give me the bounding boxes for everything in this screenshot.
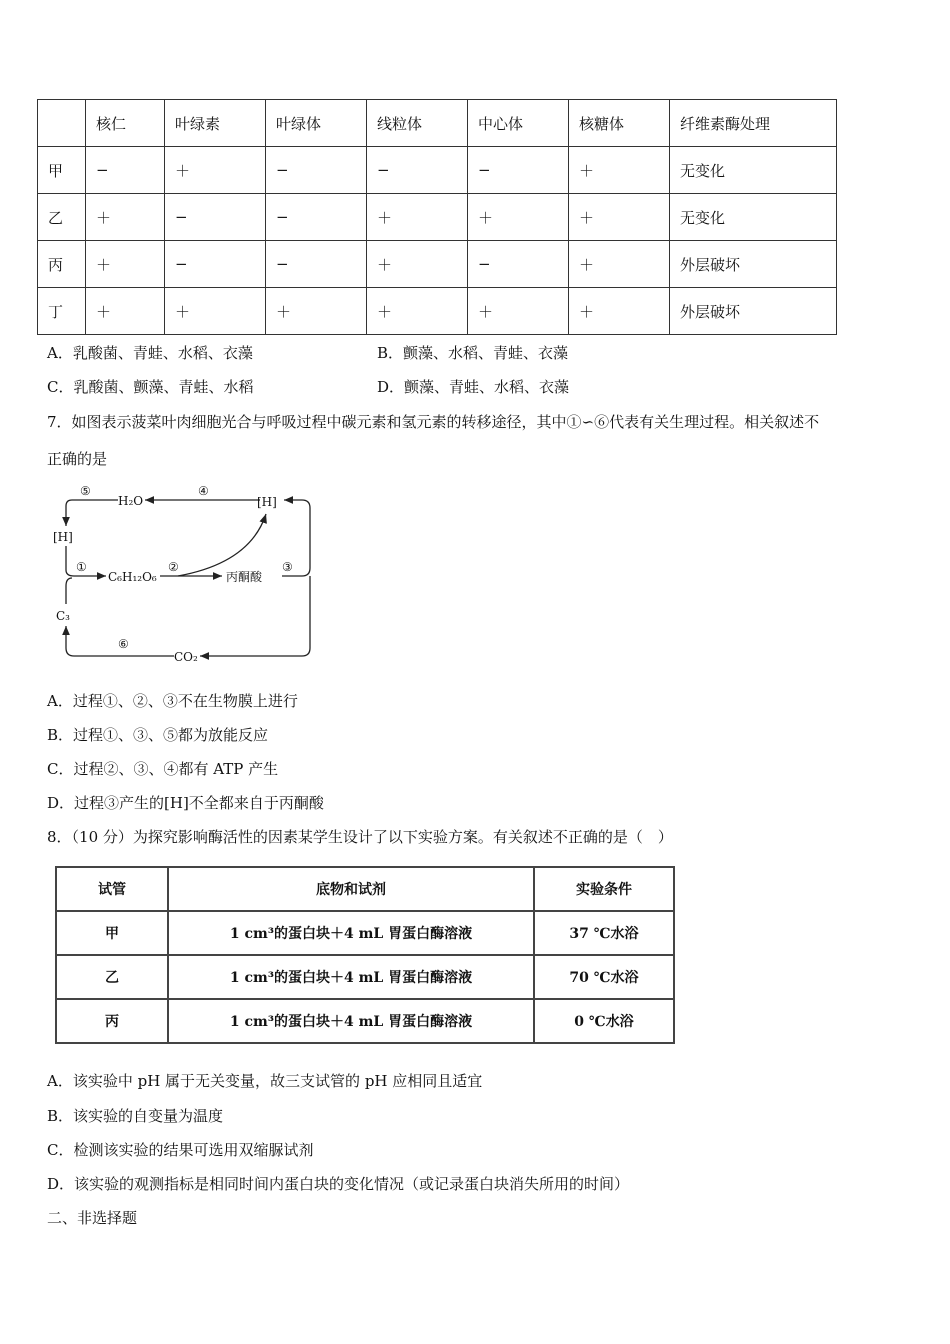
label-h2o: H₂O <box>118 494 144 508</box>
table-cell: ＋ <box>468 288 569 335</box>
table-cell: 37 ℃水浴 <box>534 911 674 955</box>
label-process-1: ① <box>76 560 87 574</box>
enzyme-experiment-table <box>55 866 675 1044</box>
table-cell: ＋ <box>569 147 670 194</box>
table-cell: ＋ <box>86 194 165 241</box>
q8-option-b: B．该实验的自变量为温度 <box>47 1107 224 1125</box>
table-cell: 乙 <box>56 955 168 999</box>
table-cell: ＋ <box>569 288 670 335</box>
table-cell: 乙 <box>38 194 86 241</box>
table-header-cell: 试管 <box>56 867 168 911</box>
table-header-row <box>38 100 837 147</box>
q6-option-d: D．颤藻、青蛙、水稻、衣藻 <box>377 378 570 396</box>
table-cell: ＋ <box>86 288 165 335</box>
table-row <box>56 955 674 999</box>
c3-connector <box>66 578 72 604</box>
table-cell: − <box>165 241 266 288</box>
table-cell: 1 cm³的蛋白块＋4 mL 胃蛋白酶溶液 <box>168 955 534 999</box>
section-heading: 二、非选择题 <box>47 1209 138 1227</box>
q7-option-a: A．过程①、②、③不在生物膜上进行 <box>47 692 298 710</box>
q6-option-c: C．乳酸菌、颤藻、青蛙、水稻 <box>47 378 254 396</box>
table-header-cell: 核糖体 <box>569 100 670 147</box>
arrow-process-5 <box>66 500 118 526</box>
table-cell: 丙 <box>38 241 86 288</box>
table-cell: 甲 <box>38 147 86 194</box>
table-cell: 丁 <box>38 288 86 335</box>
table-cell: 1 cm³的蛋白块＋4 mL 胃蛋白酶溶液 <box>168 911 534 955</box>
table-cell: 无变化 <box>670 147 837 194</box>
table-header-row <box>56 867 674 911</box>
label-pyruvate: 丙酮酸 <box>226 570 263 584</box>
table-cell: ＋ <box>165 288 266 335</box>
arrow-process-2-hydrogen <box>178 514 266 576</box>
table-cell: ＋ <box>86 241 165 288</box>
organelle-table <box>37 99 837 335</box>
table-cell: 0 ℃水浴 <box>534 999 674 1043</box>
q8-option-d: D．该实验的观测指标是相同时间内蛋白块的变化情况（或记录蛋白块消失所用的时间） <box>47 1175 630 1193</box>
table-cell: ＋ <box>165 147 266 194</box>
label-process-3: ③ <box>282 560 293 574</box>
label-glucose: C₆H₁₂O₆ <box>108 570 157 584</box>
table-row <box>38 288 837 335</box>
table-header-cell: 叶绿素 <box>165 100 266 147</box>
table-cell: ＋ <box>468 194 569 241</box>
q7-option-d: D．过程③产生的[H]不全都来自于丙酮酸 <box>47 794 324 812</box>
label-process-6: ⑥ <box>118 637 129 651</box>
table-cell: − <box>266 241 367 288</box>
table-cell: 甲 <box>56 911 168 955</box>
table-header-cell: 纤维素酶处理 <box>670 100 837 147</box>
table-header-cell: 叶绿体 <box>266 100 367 147</box>
table-cell: − <box>468 241 569 288</box>
table-cell: 外层破坏 <box>670 241 837 288</box>
table-cell: − <box>468 147 569 194</box>
table-cell: − <box>86 147 165 194</box>
label-process-5: ⑤ <box>80 484 91 498</box>
q7-option-c: C．过程②、③、④都有 ATP 产生 <box>47 760 279 778</box>
table-cell: ＋ <box>569 241 670 288</box>
table-cell: ＋ <box>367 241 468 288</box>
table-header-cell: 线粒体 <box>367 100 468 147</box>
q6-option-a: A．乳酸菌、青蛙、水稻、衣藻 <box>47 344 253 362</box>
label-process-2: ② <box>168 560 179 574</box>
arrow-process-3-co2 <box>200 576 310 656</box>
table-row <box>38 241 837 288</box>
table-header-cell: 中心体 <box>468 100 569 147</box>
q8-option-a: A．该实验中 pH 属于无关变量，故三支试管的 pH 应相同且适宜 <box>47 1072 483 1090</box>
q8-option-c: C．检测该实验的结果可选用双缩脲试剂 <box>47 1141 314 1159</box>
label-h-left: [H] <box>53 530 73 544</box>
q6-option-b: B．颤藻、水稻、青蛙、衣藻 <box>377 344 569 362</box>
table-header-cell: 实验条件 <box>534 867 674 911</box>
table-cell: ＋ <box>367 288 468 335</box>
table-cell: − <box>266 147 367 194</box>
q7-option-b: B．过程①、③、⑤都为放能反应 <box>47 726 269 744</box>
table-row <box>56 999 674 1043</box>
table-row <box>56 911 674 955</box>
table-header-cell <box>38 100 86 147</box>
table-cell: ＋ <box>367 194 468 241</box>
table-cell: 70 ℃水浴 <box>534 955 674 999</box>
label-c3: C₃ <box>56 609 70 623</box>
table-cell: − <box>367 147 468 194</box>
label-co2: CO₂ <box>174 650 198 664</box>
carbon-hydrogen-pathway-diagram <box>50 478 320 668</box>
q7-stem-line1: 7．如图表示菠菜叶肉细胞光合与呼吸过程中碳元素和氢元素的转移途径，其中①∽⑥代表有关生理过程。相关叙述不 <box>47 413 820 431</box>
table-header-cell: 底物和试剂 <box>168 867 534 911</box>
q7-stem-line2: 正确的是 <box>47 450 108 468</box>
table-cell: ＋ <box>569 194 670 241</box>
table-cell: 丙 <box>56 999 168 1043</box>
table-cell: 无变化 <box>670 194 837 241</box>
table-cell: ＋ <box>266 288 367 335</box>
label-h-top: [H] <box>257 495 277 509</box>
table-header-cell: 核仁 <box>86 100 165 147</box>
table-cell: − <box>165 194 266 241</box>
table-row <box>38 147 837 194</box>
table-cell: 1 cm³的蛋白块＋4 mL 胃蛋白酶溶液 <box>168 999 534 1043</box>
table-row <box>38 194 837 241</box>
table-cell: − <box>266 194 367 241</box>
label-process-4: ④ <box>198 484 209 498</box>
table-cell: 外层破坏 <box>670 288 837 335</box>
q8-stem: 8．（10 分）为探究影响酶活性的因素某学生设计了以下实验方案。有关叙述不正确的是（ ） <box>47 828 673 846</box>
